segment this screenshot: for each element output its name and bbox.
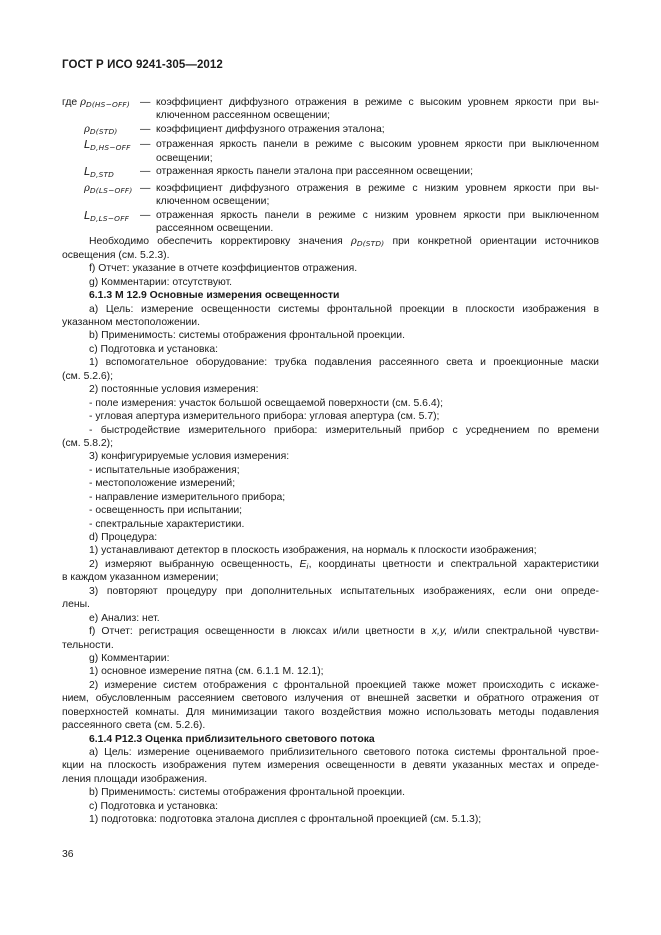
- page-content: где $\rho_{D(HS-OFF)}$ — коэффициент диффузного отражения в режиме с высоким уровнем яркости при вы- ключенном рассеянном освещении; $\rho_{D(STD)}$ — коэффициент диффузного отражения эталона; $L_{D,HS-OFF}$ — отраженная яркость панели в режиме с высоким уровнем яркости при выключенном освещении; $L_{D,STD}$ — отраженная яркость панели эталона при рассеянном освещении; $\rho_{D(LS-OFF)}$ — коэффициент диффузного отражения в режиме с низким уровнем яркости при вы- ключенном освещении; $L_{D,LS-OFF}$ — отраженная яркость панели в режиме с низким уровнем яркости при выключенном рассеянном освещении. Необходимо обеспечить корректировку значения $\rho_{D(STD)}$ при конкретной ориентации источников освещения (см. 5.2.3). f) Отчет: указание в отчете коэффициентов отражения. g) Комментарии: отсутствуют. 6.1.3 M 12.9 Основные измерения освещенности a) Цель: измерение освещенности системы фронтальной проекции в плоскости изображения в указанном местоположении. b) Применимость: системы отображения фронтальной проекции. c) Подготовка и установка: 1) вспомогательное оборудование: трубка подавления рассеянного света и проекционные маски (см. 5.2.6); 2) постоянные условия измерения: - поле измерения: участок большой освещаемой поверхности (см. 5.6.4); - угловая апертура измерительного прибора: угловая апертура (см. 5.7); - быстродействие измерительного прибора: измерительный прибор с усреднением по времени (см. 5.8.2); 3) конфигурируемые условия измерения: - испытательные изображения; - местоположение измерений; - направление измерительного прибора; - освещенность при испытании; - спектральные характеристики. d) Процедура: 1) устанавливают детектор в плоскость изображения, на нормаль к плоскости изображения; 2) измеряют выбранную освещенность, $E_i$, координаты цветности и спектральной характеристики в каждом указанном измерении; 3) повторяют процедуру при дополнительных испытательных изображениях, если они опреде- лены. e) Анализ: нет. f) Отчет: регистрация освещенности в люксах и/или цветности в x,y, и/или спектральной чувстви- тельности. g) Комментарии: 1) основное измерение пятна (см. 6.1.1 M. 12.1); 2) измерение систем отображения с фронтальной проекцией также может происходить с искаже- нием, обусловленным рассеянием светового излучения от внешней засветки и обратного отражения от поверхностей комнаты. Для минимизации такого воздействия можно использовать методы подавления рассеянного света (см. 5.2.6). 6.1.4 P12.3 Оценка приблизительного светового потока a) Цель: измерение оцениваемого приблизительного светового потока системы фронтальной прое- кции на плоскость изображения путем измерения освещенности в девяти указанных местах и опреде- ления площади изображения. b) Применимость: системы отображения фронтальной проекции. c) Подготовка и установка: 1) подготовка: подготовка эталона дисплея с фронтальной проекцией (см. 5.1.3);: [62, 97, 600, 826]
- correction-note: Необходимо обеспечить корректировку значения $\rho_{D(STD)}$ при конкретной ориентации источников: [89, 236, 600, 249]
- definition-l-std: $L_{D,STD}$ — отраженная яркость панели эталона при рассеянном освещении;: [84, 165, 473, 180]
- definition-rho-hs-off: где $\rho_{D(HS-OFF)}$ — коэффициент диффузного отражения в режиме с высоким уровнем яркости при вы- ключенном рассеянном освещении;: [62, 97, 599, 122]
- page-number: 36: [62, 849, 74, 860]
- document-header: ГОСТ Р ИСО 9241-305—2012: [62, 59, 223, 71]
- section-heading-6-1-4: 6.1.4 P12.3 Оценка приблизительного светового потока: [89, 733, 375, 745]
- section-heading-6-1-3: 6.1.3 M 12.9 Основные измерения освещенности: [89, 290, 340, 302]
- definition-rho-ls-off: $\rho_{D(LS-OFF)}$ — коэффициент диффузного отражения в режиме с низким уровнем яркости при вы- ключенном освещении;: [84, 182, 599, 208]
- where-label: где: [62, 97, 78, 108]
- definition-l-hs-off: $L_{D,HS-OFF}$ — отраженная яркость панели в режиме с высоким уровнем яркости при выключенном освещении;: [84, 138, 599, 164]
- definition-l-ls-off: $L_{D,LS-OFF}$ — отраженная яркость панели в режиме с низким уровнем яркости при выключенном рассеянном освещении.: [84, 208, 599, 234]
- symbol-subscript: D(HS−OFF): [85, 100, 130, 109]
- definition-rho-std: $\rho_{D(STD)}$ — коэффициент диффузного отражения эталона;: [84, 123, 385, 136]
- symbol-rho: ρ: [80, 97, 86, 108]
